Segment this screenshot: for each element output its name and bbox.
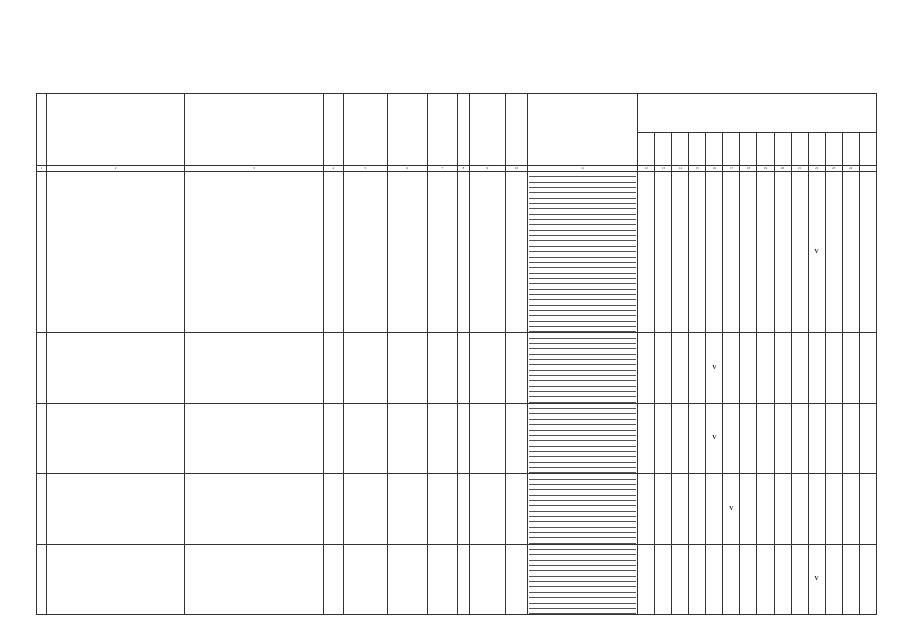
col-4-cell [323, 474, 343, 544]
col-4-cell [323, 172, 343, 333]
column-number: 6 [387, 166, 427, 172]
year-cell [638, 403, 655, 473]
year-cell [723, 544, 740, 614]
col-9-cell [469, 333, 505, 403]
settlement-cell [185, 474, 323, 544]
work-item [529, 538, 636, 543]
header-works-list [528, 94, 638, 166]
year-cell [774, 474, 791, 544]
column-number: 13 [655, 166, 672, 172]
year-cell [842, 172, 859, 333]
year-cell [791, 544, 808, 614]
repair-schedule-sheet [36, 93, 877, 638]
col-5-cell [343, 172, 387, 333]
col-9-cell [469, 544, 505, 614]
column-number: 22 [808, 166, 825, 172]
year-cell [638, 333, 655, 403]
column-number: 12 [638, 166, 655, 172]
repair-schedule-table [36, 93, 877, 615]
municipality-cell [47, 403, 185, 473]
year-cell [825, 333, 842, 403]
col-6-cell [387, 403, 427, 473]
work-item [529, 468, 636, 473]
year-cell [825, 403, 842, 473]
year-cell [791, 474, 808, 544]
settlement-cell [185, 172, 323, 333]
year-cell [842, 544, 859, 614]
header-year [723, 133, 740, 166]
col-6-cell [387, 544, 427, 614]
year-cell [740, 333, 757, 403]
year-cell [859, 474, 876, 544]
settlement-cell [185, 403, 323, 473]
header-settlement [185, 94, 323, 166]
col-6-cell [387, 333, 427, 403]
header-col-10 [505, 94, 527, 166]
col-10-cell [505, 333, 527, 403]
column-number: 3 [185, 166, 323, 172]
header-year [740, 133, 757, 166]
year-cell [825, 544, 842, 614]
year-cell [757, 172, 774, 333]
col-9-cell [469, 172, 505, 333]
col-6-cell [387, 172, 427, 333]
column-number: 2 [47, 166, 185, 172]
col-10-cell [505, 474, 527, 544]
column-number: 17 [723, 166, 740, 172]
planned-year-mark: V [808, 172, 825, 333]
row-number-cell [37, 172, 47, 333]
column-number: 18 [740, 166, 757, 172]
header-year [808, 133, 825, 166]
header-year [757, 133, 774, 166]
header-year [791, 133, 808, 166]
year-cell [757, 333, 774, 403]
year-cell [774, 333, 791, 403]
year-cell [655, 403, 672, 473]
municipality-cell [47, 333, 185, 403]
year-cell [740, 544, 757, 614]
year-cell [740, 474, 757, 544]
year-cell [757, 544, 774, 614]
year-cell [706, 544, 723, 614]
header-col-5 [343, 94, 387, 166]
schedule-rows [37, 172, 877, 615]
settlement-cell [185, 333, 323, 403]
year-cell [689, 333, 706, 403]
schedule-row [37, 403, 877, 473]
col-7-cell [427, 403, 457, 473]
col-4-cell [323, 403, 343, 473]
header-year [689, 133, 706, 166]
year-cell [655, 172, 672, 333]
year-cell [808, 403, 825, 473]
col-7-cell [427, 333, 457, 403]
column-number: 10 [505, 166, 527, 172]
works-list [529, 172, 636, 332]
works-list-cell [528, 403, 638, 473]
works-list-cell [528, 172, 638, 333]
year-cell [859, 172, 876, 333]
year-cell [859, 403, 876, 473]
column-number: 20 [774, 166, 791, 172]
col-8-cell [457, 172, 469, 333]
col-10-cell [505, 172, 527, 333]
planned-year-mark: V [706, 403, 723, 473]
column-number: 23 [825, 166, 842, 172]
schedule-row [37, 544, 877, 614]
col-4-cell [323, 544, 343, 614]
header-year [825, 133, 842, 166]
column-number-works: 11 [528, 166, 638, 172]
year-cell [672, 544, 689, 614]
year-cell [774, 544, 791, 614]
col-10-cell [505, 544, 527, 614]
works-list [529, 333, 636, 402]
col-5-cell [343, 333, 387, 403]
works-list-cell [528, 333, 638, 403]
schedule-row [37, 474, 877, 544]
year-cell [740, 403, 757, 473]
row-number-cell [37, 544, 47, 614]
planned-year-mark: V [808, 544, 825, 614]
year-cell [723, 333, 740, 403]
col-8-cell [457, 544, 469, 614]
column-number: 19 [757, 166, 774, 172]
year-cell [689, 172, 706, 333]
year-cell [655, 333, 672, 403]
header-year [774, 133, 791, 166]
col-5-cell [343, 544, 387, 614]
col-8-cell [457, 333, 469, 403]
year-cell [774, 172, 791, 333]
col-6-cell [387, 474, 427, 544]
column-number: 14 [672, 166, 689, 172]
column-number: 8 [457, 166, 469, 172]
year-cell [706, 474, 723, 544]
col-7-cell [427, 544, 457, 614]
year-cell [808, 333, 825, 403]
column-number: 24 [842, 166, 859, 172]
year-cell [655, 544, 672, 614]
works-list [529, 545, 636, 614]
planned-year-mark: V [706, 333, 723, 403]
work-item [529, 327, 636, 332]
schedule-row [37, 333, 877, 403]
header-year [859, 133, 876, 166]
column-number: 15 [689, 166, 706, 172]
col-8-cell [457, 474, 469, 544]
year-cell [638, 474, 655, 544]
year-cell [791, 333, 808, 403]
col-5-cell [343, 474, 387, 544]
year-cell [672, 333, 689, 403]
header-col-8 [457, 94, 469, 166]
year-cell [672, 403, 689, 473]
year-cell [757, 403, 774, 473]
header-year [655, 133, 672, 166]
col-5-cell [343, 403, 387, 473]
header-year [638, 133, 655, 166]
row-number-cell [37, 474, 47, 544]
year-cell [842, 333, 859, 403]
year-cell [723, 403, 740, 473]
year-cell [706, 172, 723, 333]
year-cell [859, 544, 876, 614]
header-planned-period [638, 94, 877, 133]
work-item [529, 397, 636, 402]
year-cell [689, 474, 706, 544]
year-cell [791, 172, 808, 333]
year-cell [842, 403, 859, 473]
header-col-4 [323, 94, 343, 166]
municipality-cell [47, 474, 185, 544]
header-col-9 [469, 94, 505, 166]
col-4-cell [323, 333, 343, 403]
column-number: 9 [469, 166, 505, 172]
column-number: 4 [323, 166, 343, 172]
header-row-number [37, 94, 47, 166]
header-col-7 [427, 94, 457, 166]
col-8-cell [457, 403, 469, 473]
year-cell [655, 474, 672, 544]
year-cell [859, 333, 876, 403]
works-list-cell [528, 544, 638, 614]
year-cell [638, 172, 655, 333]
column-number: 5 [343, 166, 387, 172]
column-number: 21 [791, 166, 808, 172]
column-number: 7 [427, 166, 457, 172]
planned-year-mark: V [723, 474, 740, 544]
year-cell [689, 403, 706, 473]
col-7-cell [427, 474, 457, 544]
year-cell [672, 172, 689, 333]
settlement-cell [185, 544, 323, 614]
row-number-cell [37, 403, 47, 473]
header-col-6 [387, 94, 427, 166]
works-list [529, 404, 636, 473]
column-number: 1 [37, 166, 47, 172]
year-cell [791, 403, 808, 473]
column-number: 16 [706, 166, 723, 172]
year-cell [774, 403, 791, 473]
work-item [529, 609, 636, 614]
year-cell [825, 474, 842, 544]
col-10-cell [505, 403, 527, 473]
year-cell [723, 172, 740, 333]
year-cell [638, 544, 655, 614]
year-cell [842, 474, 859, 544]
header-municipality [47, 94, 185, 166]
year-cell [825, 172, 842, 333]
year-cell [689, 544, 706, 614]
municipality-cell [47, 172, 185, 333]
year-cell [808, 474, 825, 544]
header-year [706, 133, 723, 166]
header-year [842, 133, 859, 166]
schedule-row [37, 172, 877, 333]
col-7-cell [427, 172, 457, 333]
year-cell [757, 474, 774, 544]
year-cell [672, 474, 689, 544]
works-list [529, 474, 636, 543]
year-cell [740, 172, 757, 333]
col-9-cell [469, 403, 505, 473]
works-list-cell [528, 474, 638, 544]
row-number-cell [37, 333, 47, 403]
col-9-cell [469, 474, 505, 544]
header-year [672, 133, 689, 166]
municipality-cell [47, 544, 185, 614]
